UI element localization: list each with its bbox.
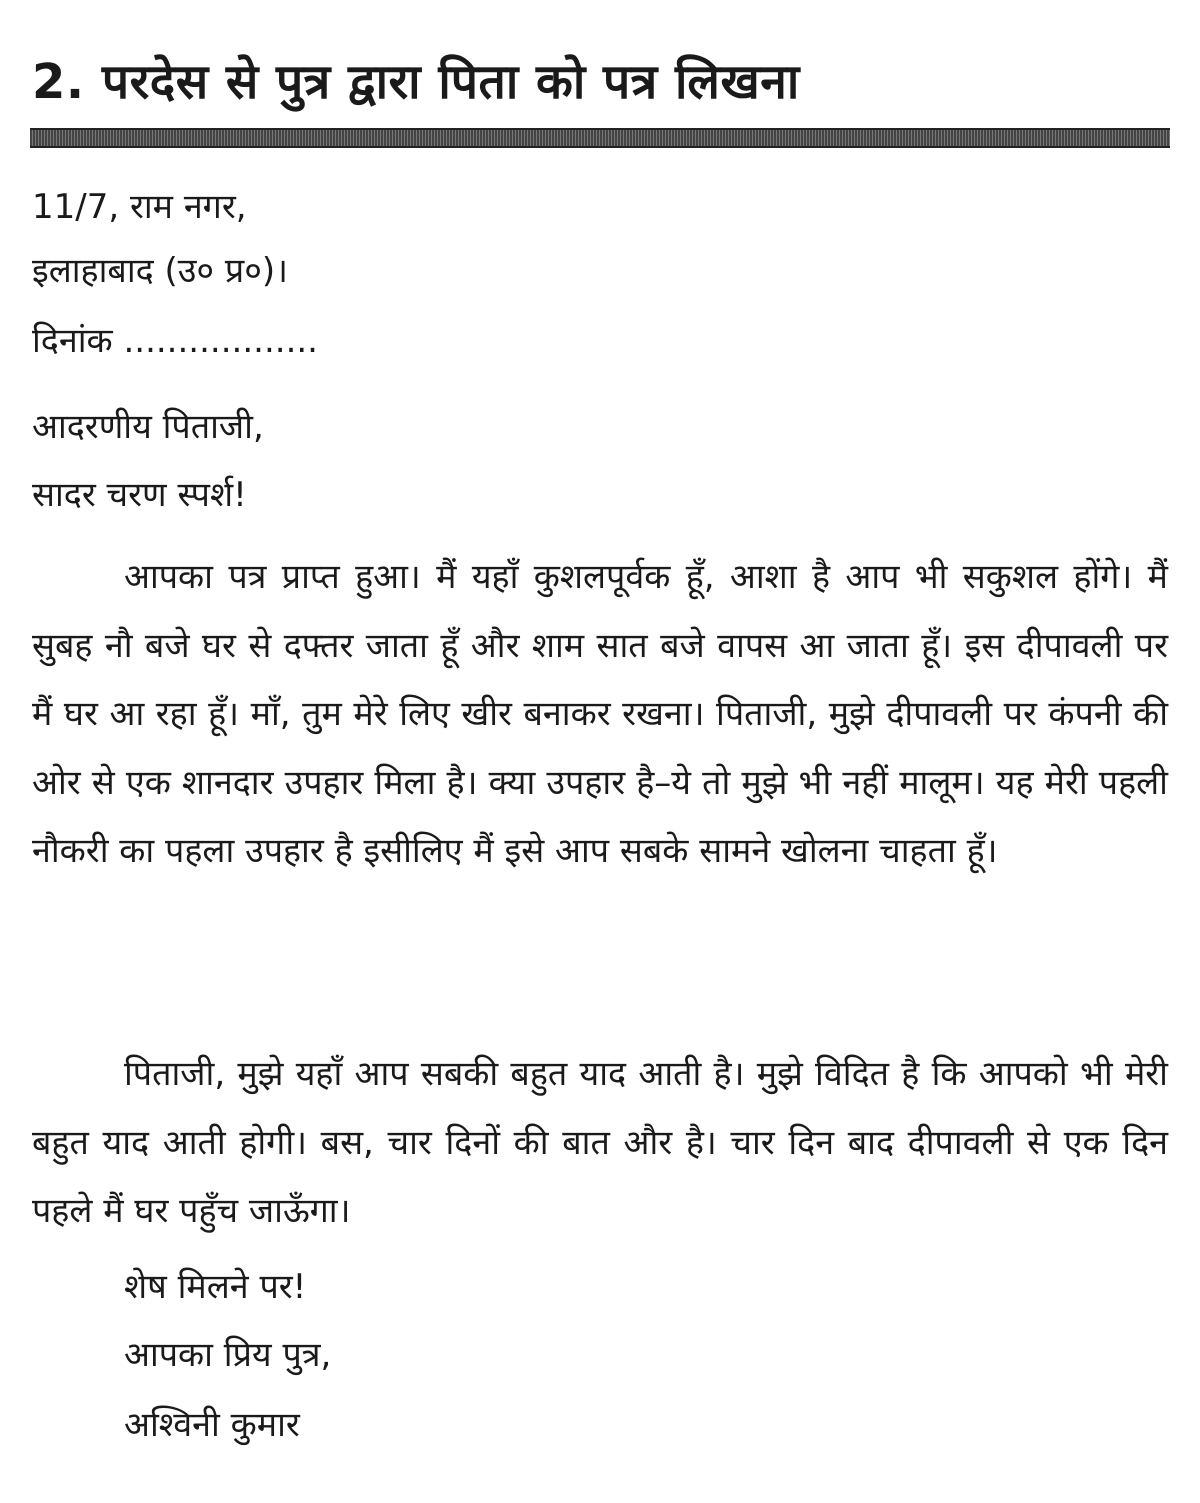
signoff-line: आपका प्रिय पुत्र, (124, 1335, 332, 1375)
body-paragraph-2-text: पिताजी, मुझे यहाँ आप सबकी बहुत याद आती है। मुझे विदित है कि आपको भी मेरी बहुत याद आती होगी। बस, चार दिनों की बात और है। चार दिन बाद दीपावली से एक दिन पहले मैं घर पहुँच जाऊँगा। (32, 1054, 1168, 1232)
signature: अश्विनी कुमार (124, 1405, 300, 1445)
date-line: दिनांक .................. (32, 321, 318, 361)
address-line-2: इलाहाबाद (उ० प्र०)। (32, 251, 289, 291)
body-paragraph-1 (32, 543, 1168, 886)
body-paragraph-1-text: आपका पत्र प्राप्त हुआ। मैं यहाँ कुशलपूर्वक हूँ, आशा है आप भी सकुशल होंगे। मैं सुबह नौ बजे घर से दफ्तर जाता हूँ और शाम सात बजे वापस आ जाता हूँ। इस दीपावली पर मैं घर आ रहा हूँ। माँ, तुम मेरे लिए खीर बनाकर रखना। पिताजी, मुझे दीपावली पर कंपनी की ओर से एक शानदार उपहार मिला है। क्या उपहार है–ये तो मुझे भी नहीं मालूम। यह मेरी पहली नौकरी का पहला उपहार है इसीलिए मैं इसे आप सबके सामने खोलना चाहता हूँ। (32, 557, 1168, 872)
greeting: सादर चरण स्पर्श! (32, 475, 247, 515)
title-divider (30, 128, 1170, 148)
body-paragraph-2 (32, 1040, 1168, 1246)
salutation: आदरणीय पिताजी, (32, 407, 264, 447)
closing-line: शेष मिलने पर! (124, 1267, 307, 1307)
page-title: 2. परदेस से पुत्र द्वारा पिता को पत्र लिखना (32, 54, 800, 110)
address-line-1: 11/7, राम नगर, (32, 187, 247, 227)
